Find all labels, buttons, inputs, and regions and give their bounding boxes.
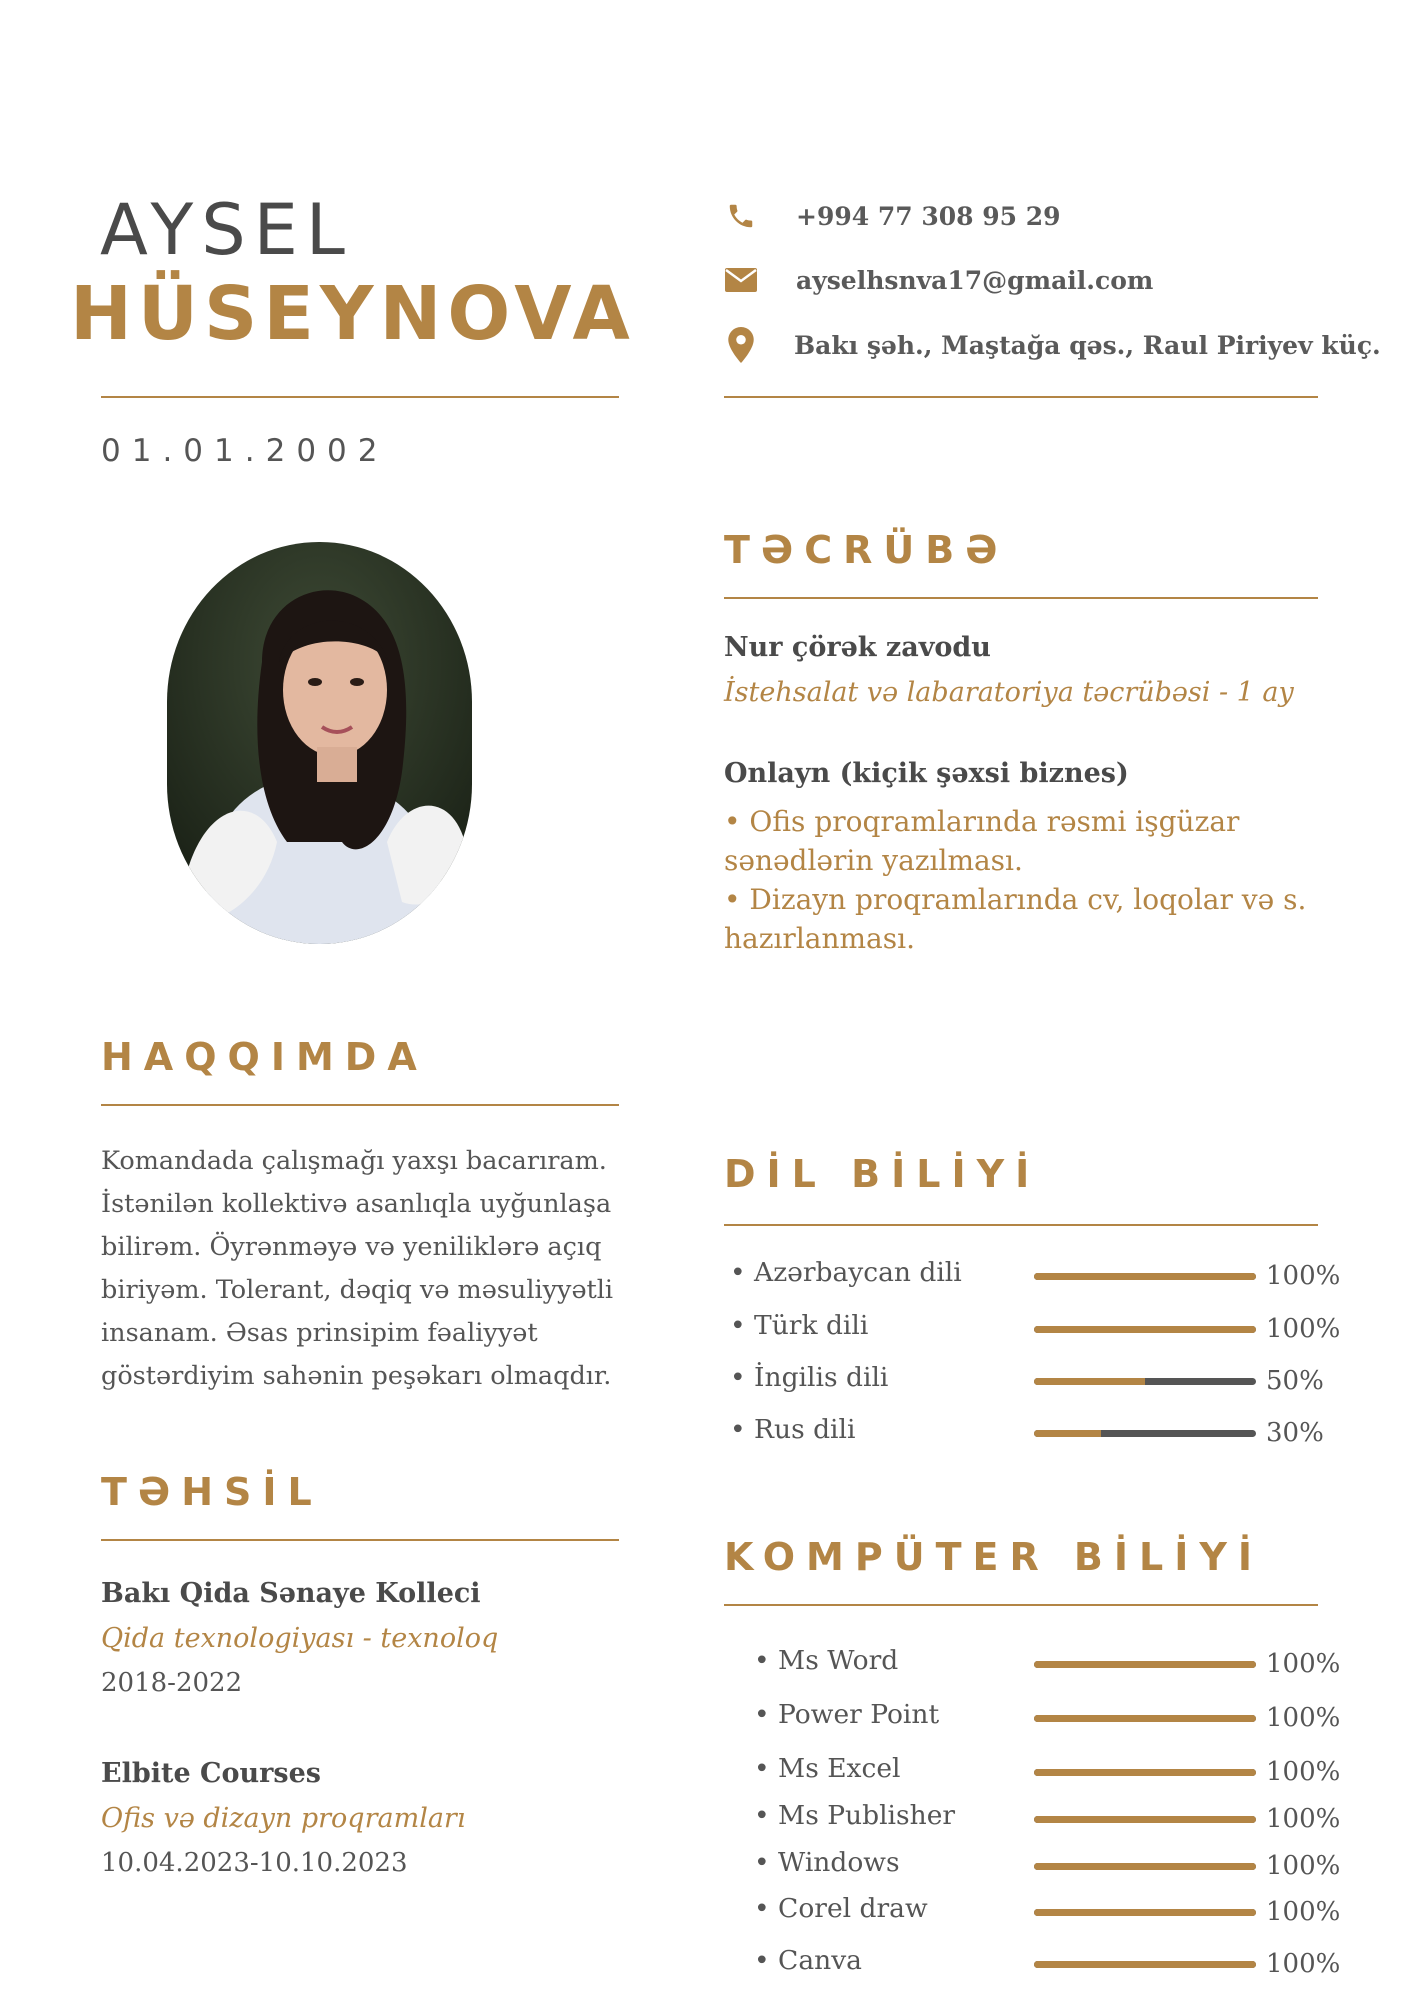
- contact-address: [724, 323, 1381, 367]
- skill-level-bar: [1034, 1715, 1256, 1722]
- skill-level-fill: [1034, 1715, 1256, 1722]
- job-role: İstehsalat və labaratoriya təcrübəsi - 1 ay: [724, 677, 1294, 708]
- skill-row: [724, 1310, 1344, 1350]
- divider: [724, 1224, 1318, 1226]
- skill-name: • Windows: [754, 1847, 900, 1878]
- skill-percent: 100%: [1266, 1804, 1341, 1834]
- skill-percent: 100%: [1266, 1314, 1341, 1344]
- date-of-birth: 01.01.2002: [101, 433, 389, 469]
- divider: [101, 1539, 619, 1541]
- school-dates: 10.04.2023-10.10.2023: [101, 1848, 408, 1878]
- phone-number: +994 77 308 95 29: [796, 201, 1061, 231]
- skill-level-fill: [1034, 1378, 1145, 1385]
- phone-icon: [724, 199, 758, 233]
- skill-percent: 100%: [1266, 1851, 1341, 1881]
- skill-row: [724, 1893, 1344, 1933]
- job-bullets: [724, 802, 1354, 958]
- list-item: • Dizayn proqramlarında cv, loqolar və s. hazırlanması.: [724, 883, 1307, 955]
- about-text: Komandada çalışmağı yaxşı bacarıram. İstənilən kollektivə asanlıqla uyğunlaşa bilirəm. Öyrənməyə və yeniliklərə açıq biriyəm. Tolerant, dəqiq və məsuliyyətli insanam. Əsas prinsipim fəaliyyət göstərdiyim sahənin peşəkarı olmaqdır.: [101, 1146, 614, 1391]
- skill-level-bar: [1034, 1909, 1256, 1916]
- contact-phone[interactable]: [724, 194, 1344, 238]
- list-item: • Ofis proqramlarında rəsmi işgüzar sənədlərin yazılması.: [724, 805, 1240, 877]
- skill-name: • Ms Word: [754, 1645, 899, 1676]
- divider: [101, 1104, 619, 1106]
- skill-level-bar: [1034, 1378, 1256, 1385]
- school-program: Ofis və dizayn proqramları: [101, 1803, 466, 1834]
- last-name: HÜSEYNOVA: [70, 271, 636, 357]
- skill-row: [724, 1699, 1344, 1739]
- school-name: Elbite Courses: [101, 1758, 321, 1789]
- skill-percent: 50%: [1266, 1366, 1324, 1396]
- skill-level-bar: [1034, 1430, 1256, 1437]
- skill-level-fill: [1034, 1661, 1256, 1668]
- skill-row: [724, 1753, 1344, 1793]
- skill-row: [724, 1362, 1344, 1402]
- skill-level-fill: [1034, 1863, 1256, 1870]
- skill-level-fill: [1034, 1909, 1256, 1916]
- skill-row: [724, 1257, 1344, 1297]
- skill-percent: 100%: [1266, 1649, 1341, 1679]
- divider: [724, 597, 1318, 599]
- skill-level-bar: [1034, 1816, 1256, 1823]
- skill-level-bar: [1034, 1326, 1256, 1333]
- skill-level-bar: [1034, 1961, 1256, 1968]
- skill-level-bar: [1034, 1769, 1256, 1776]
- skill-row: [724, 1800, 1344, 1840]
- skill-name: • Türk dili: [730, 1310, 869, 1341]
- job-title: Nur çörək zavodu: [724, 632, 991, 663]
- divider: [101, 396, 619, 398]
- divider: [724, 396, 1318, 398]
- skill-level-fill: [1034, 1430, 1101, 1437]
- skill-percent: 100%: [1266, 1703, 1341, 1733]
- skill-name: • Ms Publisher: [754, 1800, 956, 1831]
- mail-icon: [724, 263, 758, 297]
- skill-name: • Rus dili: [730, 1414, 856, 1445]
- section-heading-computer: KOMPÜTER BİLİYİ: [724, 1535, 1264, 1579]
- skill-row: [724, 1645, 1344, 1685]
- section-heading-education: TƏHSİL: [101, 1470, 323, 1514]
- skill-name: • Corel draw: [754, 1893, 928, 1924]
- skill-row: [724, 1945, 1344, 1985]
- profile-photo: [167, 542, 472, 944]
- skill-name: • Ms Excel: [754, 1753, 901, 1784]
- school-name: Bakı Qida Sənaye Kolleci: [101, 1578, 481, 1609]
- section-heading-languages: DİL BİLİYİ: [724, 1152, 1041, 1196]
- skill-name: • İngilis dili: [730, 1362, 889, 1393]
- email-address: ayselhsnva17@gmail.com: [796, 265, 1154, 295]
- skill-row: [724, 1414, 1344, 1454]
- skill-row: [724, 1847, 1344, 1887]
- skill-level-fill: [1034, 1961, 1256, 1968]
- section-heading-experience: TƏCRÜBƏ: [724, 528, 1009, 572]
- skill-level-fill: [1034, 1326, 1256, 1333]
- divider: [724, 1604, 1318, 1606]
- skill-name: • Azərbaycan dili: [730, 1257, 962, 1288]
- location-icon: [724, 328, 758, 362]
- contact-email[interactable]: [724, 258, 1344, 302]
- skill-level-bar: [1034, 1273, 1256, 1280]
- skill-percent: 30%: [1266, 1418, 1324, 1448]
- section-heading-about: HAQQIMDA: [101, 1035, 428, 1079]
- skill-level-fill: [1034, 1769, 1256, 1776]
- school-program: Qida texnologiyası - texnoloq: [101, 1623, 499, 1654]
- skill-percent: 100%: [1266, 1897, 1341, 1927]
- address: Bakı şəh., Maştağa qəs., Raul Piriyev küç.: [794, 330, 1381, 360]
- skill-percent: 100%: [1266, 1949, 1341, 1979]
- school-dates: 2018-2022: [101, 1668, 243, 1698]
- skill-level-fill: [1034, 1816, 1256, 1823]
- skill-name: • Power Point: [754, 1699, 940, 1730]
- first-name: AYSEL: [100, 189, 353, 271]
- skill-name: • Canva: [754, 1945, 862, 1976]
- skill-level-bar: [1034, 1863, 1256, 1870]
- skill-level-bar: [1034, 1661, 1256, 1668]
- skill-percent: 100%: [1266, 1261, 1341, 1291]
- skill-percent: 100%: [1266, 1757, 1341, 1787]
- skill-level-fill: [1034, 1273, 1256, 1280]
- job-title: Onlayn (kiçik şəxsi biznes): [724, 758, 1129, 789]
